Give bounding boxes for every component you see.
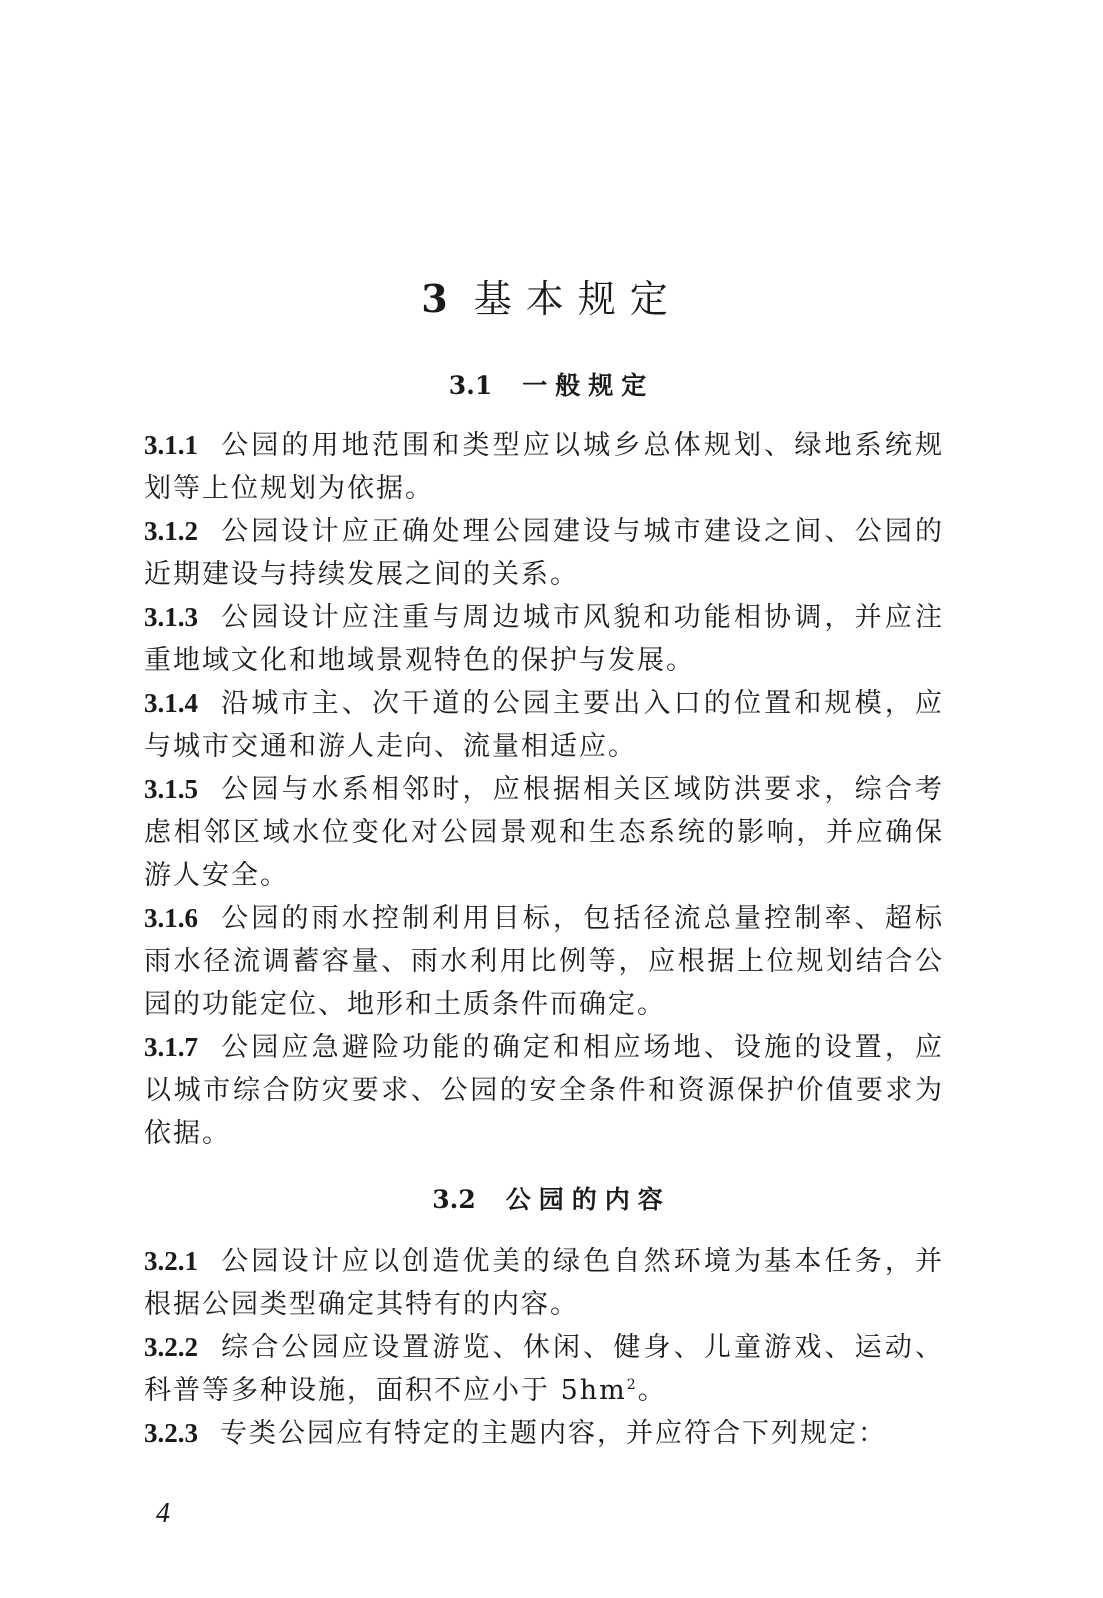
clause-number: 3.1.1 [144,430,198,460]
clause-text: 公园设计应以创造优美的绿色自然环境为基本任务，并根据公园类型确定其特有的内容。 [144,1246,944,1320]
clause-text: 公园应急避险功能的确定和相应场地、设施的设置，应以城市综合防灾要求、公园的安全条件和资源保护价值要求为依据。 [144,1032,944,1149]
clause-3-1-1 [144,424,944,510]
clause-text: 综合公园应设置游览、休闲、健身、儿童游戏、运动、科普等多种设施，面积不应小于 5hm [144,1332,944,1406]
clause-3-1-6 [144,897,944,1026]
clause-number: 3.1.5 [144,774,198,804]
clause-3-1-3 [144,596,944,682]
clause-3-2-2 [144,1326,944,1412]
clause-text: 公园与水系相邻时，应根据相关区域防洪要求，综合考虑相邻区域水位变化对公园景观和生态系统的影响，并应确保游人安全。 [144,774,944,891]
section-title-text: 公园的内容 [505,1185,671,1214]
clause-3-1-5 [144,768,944,897]
clause-3-1-7 [144,1026,944,1155]
clause-number: 3.1.6 [144,903,198,933]
clause-3-2-1 [144,1240,944,1326]
clause-3-1-4 [144,682,944,768]
clause-text: 公园的用地范围和类型应以城乡总体规划、绿地系统规划等上位规划为依据。 [144,430,944,504]
area-unit-superscript: 2 [626,1377,638,1393]
clause-number: 3.2.3 [144,1418,198,1448]
clause-text: 公园的雨水控制利用目标，包括径流总量控制率、超标雨水径流调蓄容量、雨水利用比例等，应根据上位规划结合公园的功能定位、地形和土质条件而确定。 [144,903,944,1020]
clause-3-1-2 [144,510,944,596]
clause-number: 3.2.1 [144,1246,198,1276]
clause-number: 3.2.2 [144,1332,198,1362]
chapter-title [0,268,1103,323]
section-title-3-1 [0,366,1103,402]
chapter-number: 3 [421,276,448,321]
clause-number: 3.1.4 [144,688,198,718]
chapter-title-text: 基本规定 [473,277,682,321]
clause-text: 公园设计应注重与周边城市风貌和功能相协调，并应注重地域文化和地域景观特色的保护与发展。 [144,602,944,676]
clause-number: 3.1.3 [144,602,198,632]
clause-text: 专类公园应有特定的主题内容，并应符合下列规定： [220,1418,887,1449]
clause-number: 3.1.7 [144,1032,198,1062]
clause-text: 沿城市主、次干道的公园主要出入口的位置和规模，应与城市交通和游人走向、流量相适应。 [144,688,944,762]
clause-3-2-3 [144,1412,944,1455]
section-title-3-2 [0,1180,1103,1216]
section-number: 3.1 [448,371,493,400]
section-title-text: 一般规定 [522,371,655,400]
clause-number: 3.1.2 [144,516,198,546]
clause-text-end: 。 [637,1375,667,1406]
clause-text: 公园设计应正确处理公园建设与城市建设之间、公园的近期建设与持续发展之间的关系。 [144,516,944,590]
section-number: 3.2 [432,1185,476,1214]
page-number: 4 [156,1498,170,1529]
